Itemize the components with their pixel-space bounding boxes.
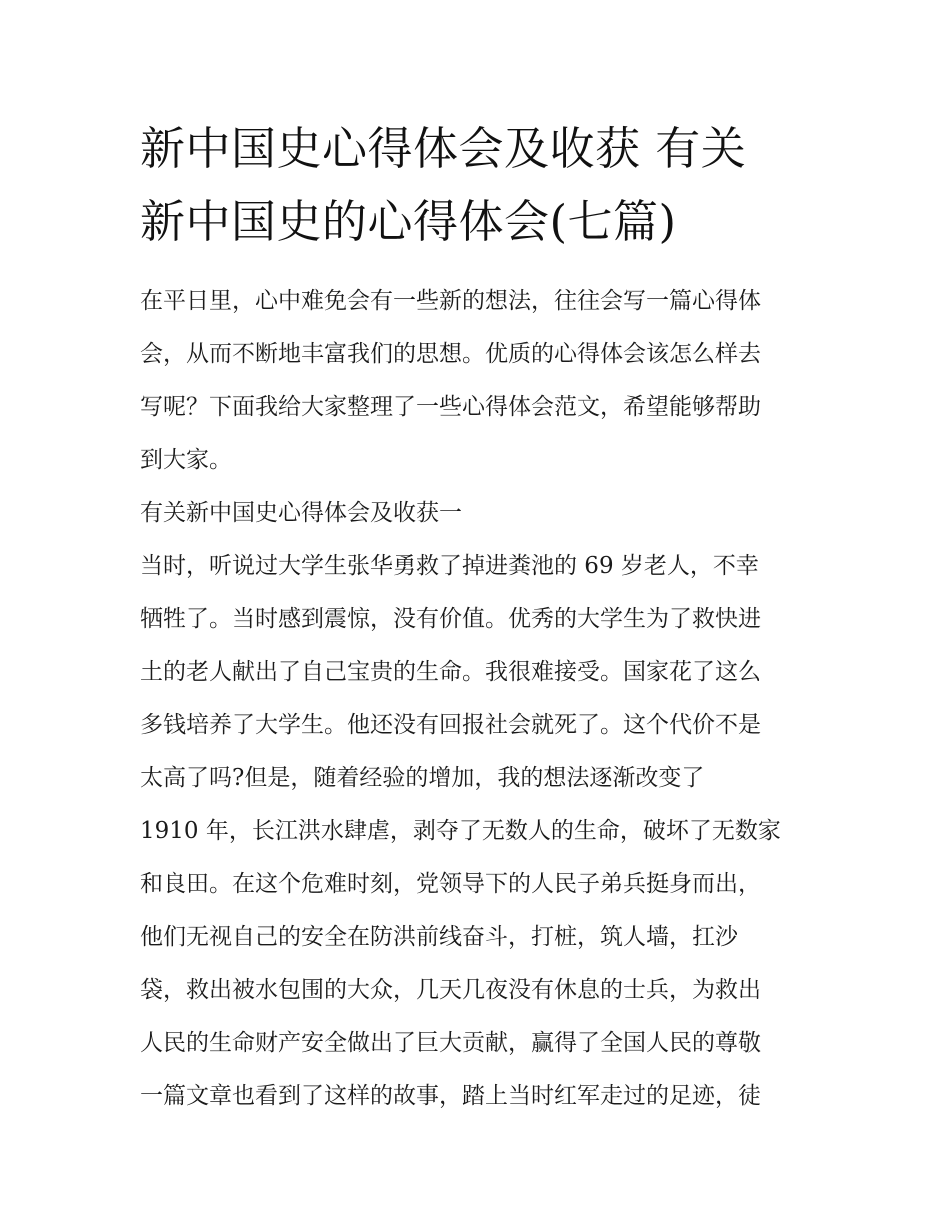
paragraph-line: 袋，救出被水包围的大众，几天几夜没有休息的士兵，为救出 <box>140 977 761 1003</box>
document-title <box>140 112 820 258</box>
intro-line: 写呢？下面我给大家整理了一些心得体会范文，希望能够帮助 <box>140 394 761 420</box>
title-line-1: 新中国史心得体会及收获 有关 <box>140 122 747 175</box>
paragraph-line: 多钱培养了大学生。他还没有回报社会就死了。这个代价不是 <box>140 712 761 738</box>
paragraph-line: 当时，听说过大学生张华勇救了掉进粪池的 69 岁老人，不幸 <box>140 553 759 579</box>
paragraph-line: 牺牲了。当时感到震惊，没有价值。优秀的大学生为了救快进 <box>140 606 761 632</box>
intro-line: 在平日里，心中难免会有一些新的想法，往往会写一篇心得体 <box>140 288 761 314</box>
paragraph-line: 一篇文章也看到了这样的故事，踏上当时红军走过的足迹，徒 <box>140 1083 761 1109</box>
paragraph-line: 和良田。在这个危难时刻，党领导下的人民子弟兵挺身而出， <box>140 871 761 897</box>
intro-line: 会，从而不断地丰富我们的思想。优质的心得体会该怎么样去 <box>140 341 761 367</box>
paragraph-line: 人民的生命财产安全做出了巨大贡献，赢得了全国人民的尊敬 <box>140 1030 761 1056</box>
intro-line: 到大家。 <box>140 447 232 473</box>
title-line-2: 新中国史的心得体会(七篇) <box>140 195 677 248</box>
paragraph-line: 土的老人献出了自己宝贵的生命。我很难接受。国家花了这么 <box>140 659 761 685</box>
paragraph-line: 1910 年，长江洪水肆虐，剥夺了无数人的生命，破坏了无数家 <box>140 818 781 844</box>
section-heading: 有关新中国史心得体会及收获一 <box>140 500 462 526</box>
paragraph-line: 他们无视自己的安全在防洪前线奋斗，打桩，筑人墙，扛沙 <box>140 924 738 950</box>
paragraph-line: 太高了吗?但是，随着经验的增加，我的想法逐渐改变了 <box>140 765 705 791</box>
document-body <box>140 280 820 1128</box>
